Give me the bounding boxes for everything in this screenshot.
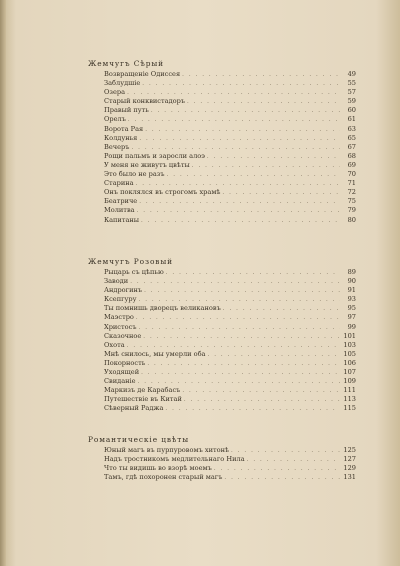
entry-page-number: 89 <box>347 268 356 276</box>
entry-page-number: 60 <box>347 106 356 115</box>
dot-leader <box>166 269 340 278</box>
toc-entry <box>104 446 356 455</box>
entry-title: Покорность <box>104 358 146 367</box>
entry-page-number: 59 <box>347 97 356 106</box>
dot-leader <box>142 80 340 89</box>
toc-entry <box>104 161 356 170</box>
toc-entry <box>104 216 356 225</box>
dot-leader <box>139 198 340 207</box>
toc-entry <box>104 455 356 464</box>
toc-entry <box>104 179 356 188</box>
toc-entry <box>104 395 356 404</box>
toc-entry <box>104 286 356 295</box>
entry-title: Сказочное <box>104 331 142 340</box>
entry-page-number: 113 <box>343 395 356 404</box>
toc-entry <box>104 152 356 161</box>
dot-leader <box>224 474 340 483</box>
toc-entry <box>104 143 356 152</box>
toc-entry <box>104 134 356 143</box>
dot-leader <box>223 305 340 314</box>
dot-leader <box>144 287 340 296</box>
entry-title: Что ты видишь во взорѣ моемъ <box>104 464 212 473</box>
toc-section-grey-pearl <box>88 58 356 225</box>
entry-title: Возвращеніе Одиссея <box>104 70 181 78</box>
dot-leader <box>141 369 340 378</box>
entry-page-number: 79 <box>347 206 356 215</box>
entry-title: Правый путь <box>104 106 149 115</box>
entry-title: Капитаны <box>104 215 140 224</box>
entry-title: Ксепгуру <box>104 295 137 304</box>
entry-page-number: 57 <box>347 88 356 97</box>
entry-page-number: 101 <box>343 331 356 340</box>
toc-entry <box>104 295 356 304</box>
entry-title: Тамъ, гдѣ похоронен старый магъ <box>104 473 223 482</box>
entry-title: Уходящей <box>104 368 140 377</box>
entry-page-number: 80 <box>347 215 356 224</box>
toc-entry <box>104 323 356 332</box>
entry-page-number: 91 <box>347 286 356 295</box>
entry-title: Юный магъ въ пурпуровомъ хитонѣ <box>104 446 229 454</box>
entry-page-number: 129 <box>343 464 356 473</box>
entry-title: Охота <box>104 340 125 349</box>
entry-page-number: 63 <box>347 124 356 133</box>
entry-title: Мнѣ снилось, мы умерли оба <box>104 349 206 358</box>
entry-page-number: 127 <box>343 455 356 464</box>
dot-leader <box>141 217 340 226</box>
toc-entry <box>104 350 356 359</box>
entry-page-number: 107 <box>343 368 356 377</box>
dot-leader <box>187 98 340 107</box>
entry-page-number: 90 <box>347 277 356 286</box>
entry-title: Заводи <box>104 277 129 286</box>
toc-entry <box>104 115 356 124</box>
entry-title: Маэстро <box>104 313 134 322</box>
entry-title: Онъ поклялся въ строгомъ храмѣ <box>104 188 221 197</box>
toc-entry <box>104 377 356 386</box>
dot-leader <box>222 189 340 198</box>
entry-title: Беатриче <box>104 197 138 206</box>
entry-page-number: 125 <box>343 446 356 454</box>
section-title: Романтическіе цвѣты <box>88 435 190 444</box>
toc-entry <box>104 125 356 134</box>
toc-entry <box>104 206 356 215</box>
toc-entry <box>104 70 356 79</box>
entry-title: Колдунья <box>104 133 138 142</box>
dot-leader <box>130 278 340 287</box>
entry-title: Старина <box>104 179 134 188</box>
entry-title: Андрогинъ <box>104 286 143 295</box>
dot-leader <box>139 324 340 333</box>
dot-leader <box>231 447 340 456</box>
entry-page-number: 97 <box>347 313 356 322</box>
toc-entry <box>104 404 356 413</box>
section-title: Жемчугъ Сѣрый <box>88 59 164 68</box>
dot-leader <box>137 207 340 216</box>
dot-leader <box>147 360 340 369</box>
entry-title: Вечеръ <box>104 142 130 151</box>
dot-leader <box>247 456 340 465</box>
entry-title: Путешествіе въ Китай <box>104 395 182 404</box>
dot-leader <box>136 314 340 323</box>
toc-entry <box>104 188 356 197</box>
dot-leader <box>143 333 340 342</box>
dot-leader <box>214 465 340 474</box>
toc-entry <box>104 197 356 206</box>
entry-page-number: 105 <box>343 349 356 358</box>
entry-title: Маркизъ де Карабасъ <box>104 386 181 395</box>
dot-leader <box>145 126 340 135</box>
entry-page-number: 131 <box>343 473 356 482</box>
toc-entries <box>104 70 356 225</box>
entry-page-number: 99 <box>347 322 356 331</box>
toc-entry <box>104 386 356 395</box>
entry-page-number: 49 <box>347 70 356 78</box>
toc-entries <box>104 268 356 414</box>
entry-page-number: 55 <box>347 79 356 88</box>
toc-entry <box>104 97 356 106</box>
toc-entry <box>104 359 356 368</box>
entry-page-number: 95 <box>347 304 356 313</box>
toc-entry <box>104 268 356 277</box>
toc-section-pink-pearl <box>88 256 356 414</box>
toc-entry <box>104 304 356 313</box>
toc-entry <box>104 341 356 350</box>
entry-page-number: 70 <box>347 170 356 179</box>
entry-title: Христосъ <box>104 322 137 331</box>
toc-entry <box>104 464 356 473</box>
entry-page-number: 65 <box>347 133 356 142</box>
entry-page-number: 67 <box>347 142 356 151</box>
entry-page-number: 68 <box>347 151 356 160</box>
dot-leader <box>182 387 340 396</box>
toc-entries <box>104 446 356 482</box>
dot-leader <box>184 396 340 405</box>
entry-page-number: 75 <box>347 197 356 206</box>
entry-page-number: 61 <box>347 115 356 124</box>
entry-page-number: 111 <box>343 386 356 395</box>
entry-page-number: 93 <box>347 295 356 304</box>
dot-leader <box>151 107 340 116</box>
toc-section-romantic-flowers <box>88 434 356 482</box>
entry-title: Рощи пальмъ и заросли алоэ <box>104 151 205 160</box>
page-binding-edge <box>0 0 6 566</box>
dot-leader <box>208 351 341 360</box>
entry-page-number: 109 <box>343 377 356 386</box>
entry-title: Старый конквистадоръ <box>104 97 186 106</box>
toc-entry <box>104 106 356 115</box>
entry-title: Ворота Рая <box>104 124 144 133</box>
entry-page-number: 69 <box>347 160 356 169</box>
dot-leader <box>207 153 340 162</box>
entry-page-number: 106 <box>343 358 356 367</box>
entry-title: Надъ тростникомъ медлительнаго Нила <box>104 455 245 464</box>
toc-entry <box>104 313 356 322</box>
entry-page-number: 103 <box>343 340 356 349</box>
entry-title: Заблудшіе <box>104 79 141 88</box>
toc-entry <box>104 368 356 377</box>
dot-leader <box>128 116 340 125</box>
dot-leader <box>165 405 340 414</box>
entry-title: Ты помнишь дворецъ великановъ <box>104 304 221 313</box>
entry-title: У меня не живутъ цвѣты <box>104 160 190 169</box>
entry-title: Орелъ <box>104 115 126 124</box>
section-title: Жемчугъ Розовый <box>88 257 173 266</box>
toc-entry <box>104 79 356 88</box>
toc-entry <box>104 88 356 97</box>
dot-leader <box>182 71 340 80</box>
entry-title: Это было не разъ <box>104 170 165 179</box>
toc-entry <box>104 277 356 286</box>
toc-entry <box>104 170 356 179</box>
dot-leader <box>192 162 340 171</box>
entry-page-number: 71 <box>347 179 356 188</box>
entry-title: Рыцарь съ цѣпью <box>104 268 164 276</box>
entry-page-number: 72 <box>347 188 356 197</box>
entry-title: Молитва <box>104 206 135 215</box>
entry-title: Озера <box>104 88 126 97</box>
entry-title: Сѣверный Раджа <box>104 404 164 413</box>
entry-title: Свиданіе <box>104 377 136 386</box>
toc-entry <box>104 332 356 341</box>
dot-leader <box>167 171 340 180</box>
dot-leader <box>139 135 340 144</box>
toc-entry <box>104 473 356 482</box>
entry-page-number: 115 <box>343 404 356 413</box>
